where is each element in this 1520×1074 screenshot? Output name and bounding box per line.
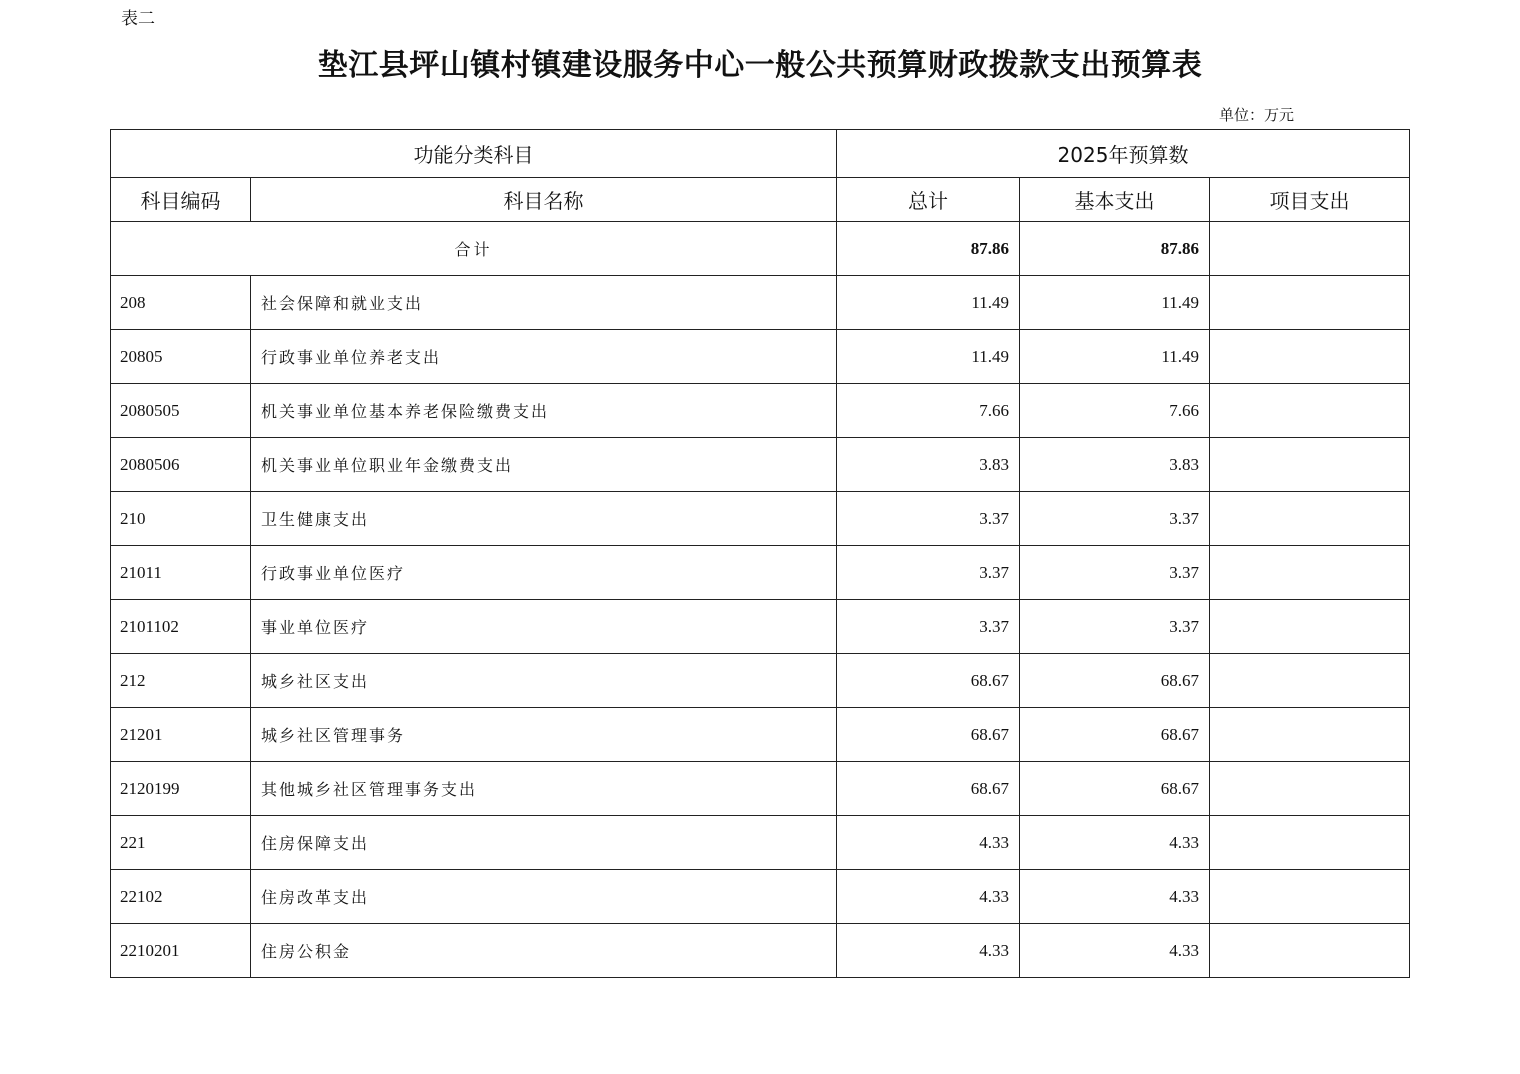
cell-code: 221 xyxy=(111,816,251,870)
cell-name: 其他城乡社区管理事务支出 xyxy=(251,762,837,816)
cell-basic: 11.49 xyxy=(1020,276,1210,330)
cell-basic: 11.49 xyxy=(1020,330,1210,384)
cell-total: 4.33 xyxy=(837,870,1020,924)
cell-code: 21201 xyxy=(111,708,251,762)
table-row xyxy=(111,546,1410,600)
cell-project xyxy=(1210,924,1410,978)
cell-project xyxy=(1210,762,1410,816)
header-code: 科目编码 xyxy=(111,178,251,222)
cell-basic: 3.83 xyxy=(1020,438,1210,492)
cell-project xyxy=(1210,438,1410,492)
budget-table xyxy=(110,129,1410,978)
cell-basic: 68.67 xyxy=(1020,762,1210,816)
cell-name: 行政事业单位养老支出 xyxy=(251,330,837,384)
cell-code: 2080505 xyxy=(111,384,251,438)
cell-basic: 3.37 xyxy=(1020,546,1210,600)
table-row xyxy=(111,654,1410,708)
table-row xyxy=(111,384,1410,438)
total-label: 合计 xyxy=(111,222,837,276)
table-row xyxy=(111,438,1410,492)
cell-name: 卫生健康支出 xyxy=(251,492,837,546)
table-row xyxy=(111,492,1410,546)
total-row-project xyxy=(1210,222,1410,276)
cell-code: 2101102 xyxy=(111,600,251,654)
unit-note: 单位：万元 xyxy=(1219,106,1295,124)
cell-project xyxy=(1210,654,1410,708)
cell-code: 20805 xyxy=(111,330,251,384)
cell-basic: 3.37 xyxy=(1020,492,1210,546)
cell-project xyxy=(1210,330,1410,384)
cell-basic: 68.67 xyxy=(1020,654,1210,708)
header-classification: 功能分类科目 xyxy=(111,130,837,178)
cell-total: 3.83 xyxy=(837,438,1020,492)
table-row xyxy=(111,924,1410,978)
total-row-total: 87.86 xyxy=(837,222,1020,276)
cell-project xyxy=(1210,492,1410,546)
cell-code: 212 xyxy=(111,654,251,708)
group-header-row xyxy=(111,130,1410,178)
cell-code: 208 xyxy=(111,276,251,330)
cell-code: 2080506 xyxy=(111,438,251,492)
cell-name: 住房保障支出 xyxy=(251,816,837,870)
table-row xyxy=(111,816,1410,870)
column-header-row xyxy=(111,178,1410,222)
cell-total: 68.67 xyxy=(837,762,1020,816)
cell-name: 住房公积金 xyxy=(251,924,837,978)
cell-name: 事业单位医疗 xyxy=(251,600,837,654)
total-row-basic: 87.86 xyxy=(1020,222,1210,276)
cell-project xyxy=(1210,870,1410,924)
cell-basic: 68.67 xyxy=(1020,708,1210,762)
cell-name: 住房改革支出 xyxy=(251,870,837,924)
table-row xyxy=(111,708,1410,762)
cell-basic: 4.33 xyxy=(1020,816,1210,870)
cell-total: 4.33 xyxy=(837,924,1020,978)
document-label: 表二 xyxy=(121,9,155,29)
header-total: 总计 xyxy=(837,178,1020,222)
cell-total: 11.49 xyxy=(837,276,1020,330)
cell-name: 社会保障和就业支出 xyxy=(251,276,837,330)
cell-total: 7.66 xyxy=(837,384,1020,438)
cell-total: 68.67 xyxy=(837,654,1020,708)
cell-project xyxy=(1210,384,1410,438)
cell-code: 210 xyxy=(111,492,251,546)
cell-project xyxy=(1210,546,1410,600)
cell-total: 3.37 xyxy=(837,600,1020,654)
cell-basic: 4.33 xyxy=(1020,870,1210,924)
cell-total: 4.33 xyxy=(837,816,1020,870)
table-row xyxy=(111,870,1410,924)
cell-total: 3.37 xyxy=(837,546,1020,600)
cell-total: 3.37 xyxy=(837,492,1020,546)
document-title: 垫江县坪山镇村镇建设服务中心一般公共预算财政拨款支出预算表 xyxy=(317,48,1203,83)
cell-name: 城乡社区支出 xyxy=(251,654,837,708)
table-row xyxy=(111,330,1410,384)
header-name: 科目名称 xyxy=(251,178,837,222)
cell-basic: 7.66 xyxy=(1020,384,1210,438)
cell-name: 机关事业单位基本养老保险缴费支出 xyxy=(251,384,837,438)
table-body xyxy=(111,222,1410,978)
cell-total: 11.49 xyxy=(837,330,1020,384)
cell-name: 城乡社区管理事务 xyxy=(251,708,837,762)
header-basic: 基本支出 xyxy=(1020,178,1210,222)
total-row xyxy=(111,222,1410,276)
cell-project xyxy=(1210,816,1410,870)
cell-project xyxy=(1210,708,1410,762)
cell-code: 22102 xyxy=(111,870,251,924)
header-budget-year: 2025年预算数 xyxy=(837,130,1410,178)
cell-basic: 3.37 xyxy=(1020,600,1210,654)
cell-project xyxy=(1210,276,1410,330)
cell-code: 21011 xyxy=(111,546,251,600)
table-row xyxy=(111,762,1410,816)
cell-project xyxy=(1210,600,1410,654)
header-project: 项目支出 xyxy=(1210,178,1410,222)
cell-total: 68.67 xyxy=(837,708,1020,762)
cell-code: 2120199 xyxy=(111,762,251,816)
cell-name: 行政事业单位医疗 xyxy=(251,546,837,600)
cell-basic: 4.33 xyxy=(1020,924,1210,978)
table-row xyxy=(111,276,1410,330)
table-row xyxy=(111,600,1410,654)
cell-code: 2210201 xyxy=(111,924,251,978)
cell-name: 机关事业单位职业年金缴费支出 xyxy=(251,438,837,492)
